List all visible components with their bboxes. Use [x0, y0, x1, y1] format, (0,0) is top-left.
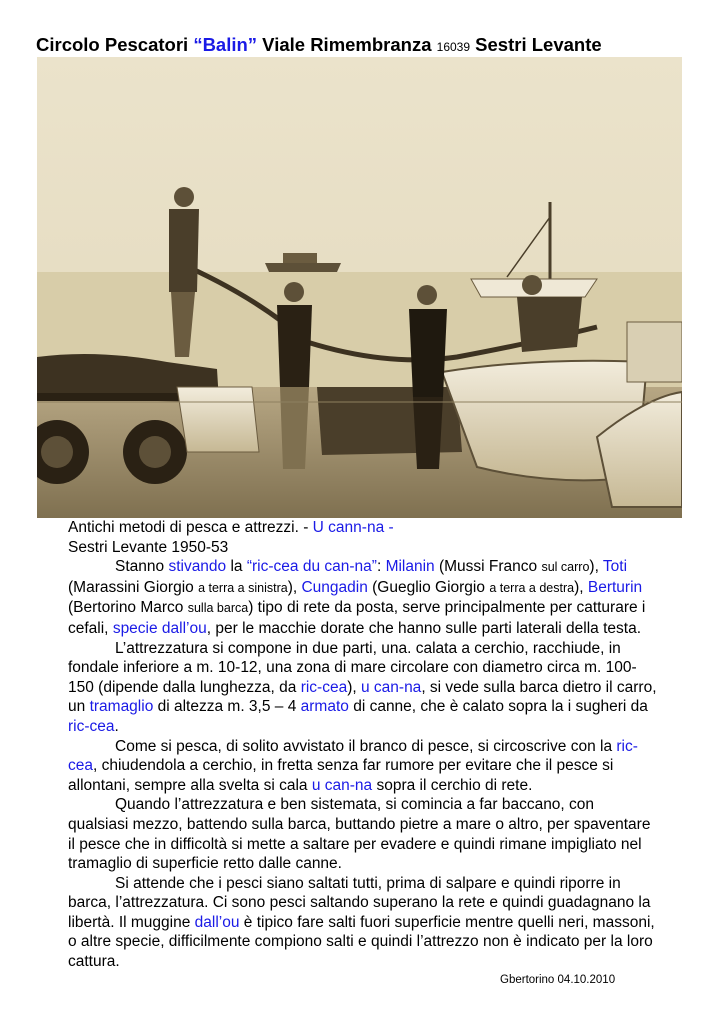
paragraph-ending: Si attende che i pesci siano saltati tutti, prima di salpare e quindi riporre in barca, l’attrezzatura. Ci sono pesci saltando superano la rete e quindi guadagnano la libertà. Il muggine dall’ou è tipico fare salti fuori superficie mentre quelli neri, massoni, o altre specie, difficilmente compiono salti e quindi l’attrezzo non è indicato per la loro cattura.: [68, 874, 655, 971]
term-specie-dallou: specie dall’ou: [112, 619, 207, 637]
paragraph-equipment: L’attrezzatura si compone in due parti, una. calata a cerchio, racchiude, in fondale inferiore a m. 10-12, una zona di mare circolare con diametro circa m. 100-150 (dipende dalla lunghezza, da ric-cea), u can-na, si vede sulla barca dietro il carro, un tramaglio di altezza m. 3,5 – 4 armato di canne, che è calato sopra la i sugheri da ric-cea.: [68, 639, 657, 735]
header-street: Viale Rimembranza: [257, 34, 437, 55]
term-u-can-na: u can-na: [360, 678, 422, 696]
term-ric-cea: ric-cea: [68, 737, 638, 775]
header-club-name: “Balin”: [193, 34, 258, 55]
paragraph-method: Come si pesca, di solito avvistato il branco di pesce, si circoscrive con la ric-cea, chiudendola a cerchio, in fretta senza far rumore per evitare che il pesce si allontani, sempre alla svelta si cala u can-na sopra il cerchio di rete.: [68, 737, 638, 794]
intro-paragraph: [68, 518, 658, 557]
intro-place-date: Sestri Levante 1950-53: [68, 538, 229, 556]
name-milanin: Milanin: [385, 558, 435, 576]
name-cungadin: Cungadin: [301, 578, 368, 596]
term-tramaglio: tramaglio: [89, 698, 154, 716]
paragraph-crew: Stanno stivando la “ric-cea du can-na”: Milanin (Mussi Franco sul carro), Toti (Marassini Giorgio a terra a sinistra), Cungadin (Gueglio Giorgio a terra a destra), Berturin (Bertorino Marco sulla barca) tipo di rete da posta, serve principalmente per catturare i cefali, specie dall’ou, per le macchie dorate che hanno sulle parti laterali della testa.: [68, 558, 646, 637]
term-dallou: dall’ou: [194, 913, 240, 931]
term-stivando: stivando: [168, 558, 227, 576]
intro-title: Antichi metodi di pesca e attrezzi. -: [68, 519, 313, 536]
header-zip: 16039: [436, 40, 471, 54]
name-toti: Toti: [602, 558, 628, 576]
paragraph-noise: Quando l’attrezzatura e ben sistemata, si comincia a far baccano, con qualsiasi mezzo, battendo sulla barca, buttando pietre a mare o altro, per spaventare il pesce che in difficoltà si mette a saltare per evadere e quindi rimane impigliato nel tramaglio di superficie retto dalle canne.: [68, 796, 651, 873]
historic-fishing-photo: [37, 57, 682, 518]
term-u-can-na: u can-na: [311, 776, 373, 794]
term-ric-cea: ric-cea: [300, 678, 348, 696]
signature: Gbertorino 04.10.2010: [500, 974, 616, 986]
article-text: [68, 518, 658, 972]
term-u-cann-na: U cann-na -: [312, 519, 394, 536]
name-berturin: Berturin: [587, 578, 643, 596]
page-header: [36, 34, 696, 58]
term-ric-cea: ric-cea: [68, 717, 115, 735]
header-club: Circolo Pescatori: [36, 34, 194, 55]
term-armato: armato: [300, 698, 349, 716]
header-city: Sestri Levante: [470, 34, 602, 55]
term-ric-cea-du-can-na: “ric-cea du can-na”: [246, 558, 377, 576]
